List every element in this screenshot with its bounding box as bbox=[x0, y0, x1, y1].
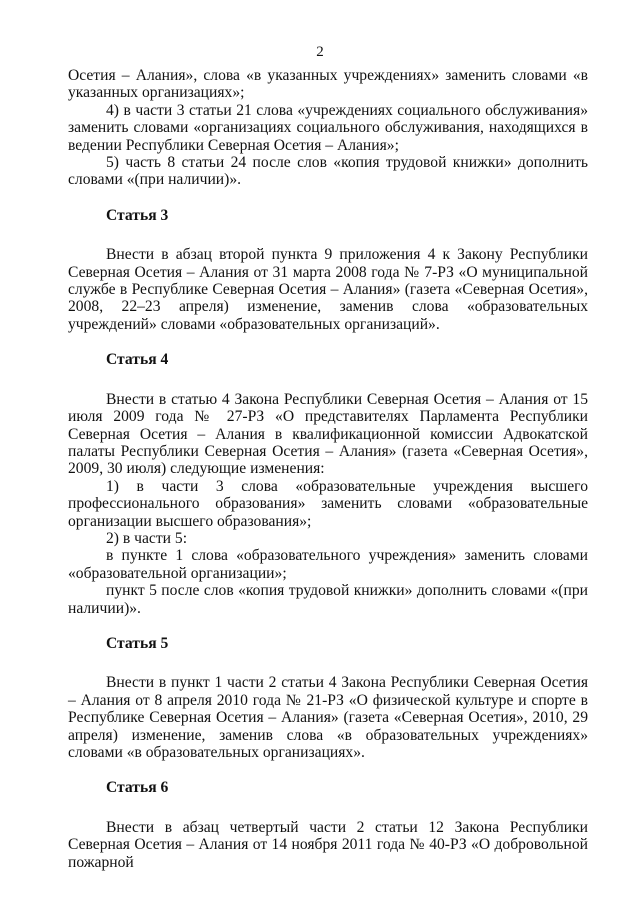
article-3-heading: Статья 3 bbox=[106, 206, 169, 224]
article-4-paragraph: 1) в части 3 слова «образовательные учреждения высшего профессионального образования» заменить словами «образовательные организации высшего образования»; bbox=[68, 477, 588, 530]
article-5-paragraph: Внести в пункт 1 части 2 статьи 4 Закона Республики Северная Осетия – Алания от 8 апреля 2010 года № 21-РЗ «О физической культуре и спорте в Республике Северная Осетия – Алания» (газета «Северная Осетия», 2010, 29 апреля) изменение, заменив слова «в образовательных учреждениях» словами «в образовательных организациях». bbox=[68, 674, 588, 761]
article-5-heading: Статья 5 bbox=[106, 634, 169, 652]
intro-paragraph: 5) часть 8 статьи 24 после слов «копия трудовой книжки» дополнить словами «(при наличии)». bbox=[68, 154, 588, 189]
article-4-paragraph: пункт 5 после слов «копия трудовой книжки» дополнить словами «(при наличии)». bbox=[68, 582, 588, 617]
article-4-paragraph: в пункте 1 слова «образовательного учреждения» заменить словами «образовательной организации»; bbox=[68, 547, 588, 582]
article-4-paragraph: 2) в части 5: bbox=[106, 529, 188, 547]
document-body bbox=[68, 67, 588, 871]
article-6-paragraph: Внести в абзац четвертый части 2 статьи 12 Закона Республики Северная Осетия – Алания от 14 ноября 2011 года № 40-РЗ «О добровольной пожарной bbox=[68, 818, 588, 871]
page-number: 2 bbox=[316, 44, 324, 60]
intro-paragraph: Осетия – Алания», слова «в указанных учреждениях» заменить словами «в указанных организациях»; bbox=[68, 67, 588, 102]
article-3-paragraph: Внести в абзац второй пункта 9 приложения 4 к Закону Республики Северная Осетия – Алания от 31 марта 2008 года № 7-РЗ «О муниципальной службе в Республике Северная Осетия – Алания» (газета «Северная Осетия», 2008, 22–23 апреля) изменение, заменив слова «образовательных учреждений» словами «образовательных организаций». bbox=[68, 246, 588, 333]
intro-paragraph: 4) в части 3 статьи 21 слова «учреждениях социального обслуживания» заменить словами «организациях социального обслуживания, находящихся в ведении Республики Северная Осетия – Алания»; bbox=[68, 101, 588, 154]
article-4-paragraph: Внести в статью 4 Закона Республики Северная Осетия – Алания от 15 июля 2009 года № 27-РЗ «О представителях Парламента Республики Северная Осетия – Алания в квалификационной комиссии Адвокатской палаты Республики Северная Осетия – Алания» (газета «Северная Осетия», 2009, 30 июля) следующие изменения: bbox=[68, 390, 588, 478]
article-6-heading: Статья 6 bbox=[106, 779, 169, 797]
article-4-heading: Статья 4 bbox=[106, 351, 169, 369]
